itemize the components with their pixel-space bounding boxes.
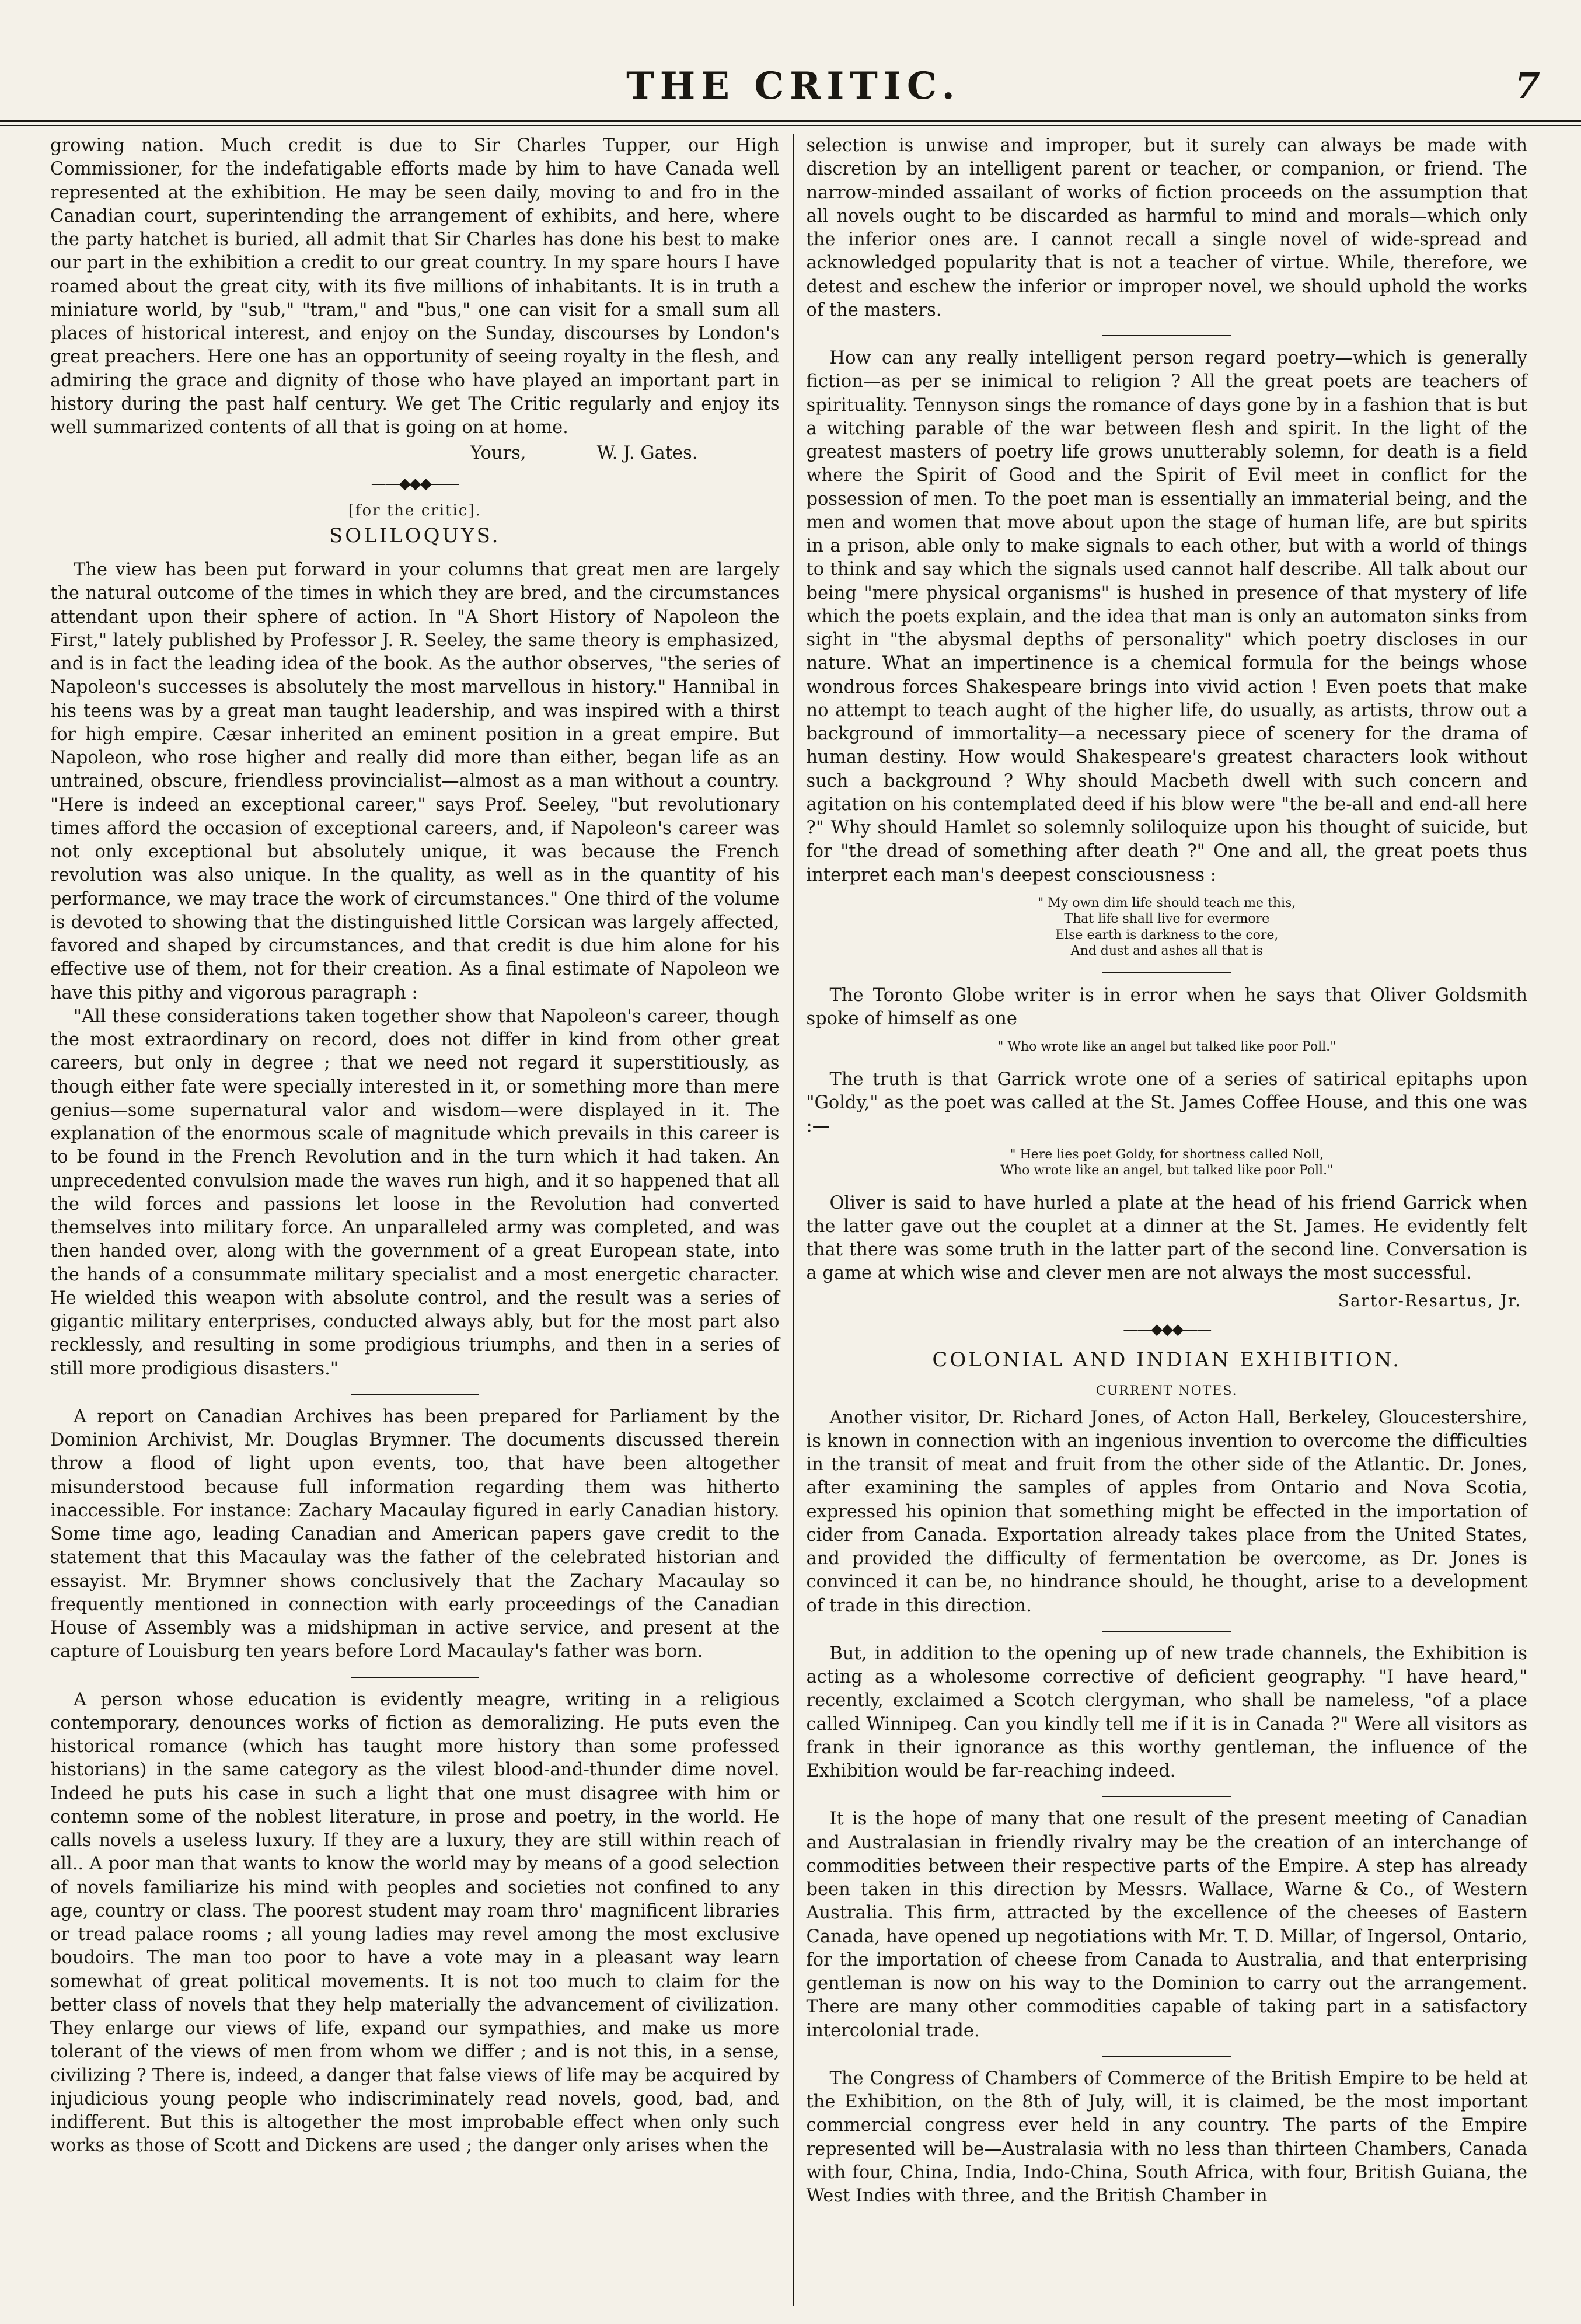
goldsmith-paragraph: Oliver is said to have hurled a plate at the head of his friend Garrick when the latter gave out the couplet at a dinner at the St. James. He evidently felt that there was some truth in the latter part of the second line. Conversation is a game at which wise and clever men are not always the most successful. <box>806 1192 1527 1284</box>
verse-line: And dust and ashes all that is <box>1070 944 1263 959</box>
exhibition-paragraph: It is the hope of many that one result of the present meeting of Canadian and Australasian in friendly rivalry may be the creation of an interchange of commodities between their respective parts of the Empire. A step has already been taken in this direction by Messrs. Wallace, Warne & Co., of Western Australia. This firm, attracted by the excellence of the cheeses of Eastern Canada, have opened up negotiations with Mr. T. D. Millar, of Ingersol, Ontario, for the importation of cheese from Canada to Australia, and that enterprising gentleman is now on his way to the Dominion to carry out the arrangement. There are many other commodities capable of taking part in a satisfactory intercolonial trade. <box>806 1809 1527 2041</box>
header-rule <box>0 120 1581 126</box>
letter-signature-block <box>50 442 780 465</box>
exhibition-paragraph: But, in addition to the opening up of new trade channels, the Exhibition is acting as a wholesome corrective of deficient geography. "I have heard," recently, exclaimed a Scotch clergyman, who shall be nameless, "of a place called Winnipeg. Can you kindly tell me if it is in Canada ?" Were all visitors as frank in their ignorance as this worthy gentleman, the influence of the Exhibition would be far-reaching indeed. <box>806 1643 1527 1782</box>
goldsmith-paragraph: The Toronto Globe writer is in error when he says that Oliver Goldsmith spoke of himself as one <box>806 985 1527 1029</box>
soliloquys-kicker: [for the critic]. <box>348 501 481 519</box>
masthead <box>47 0 1540 111</box>
verse-quote <box>807 895 1528 959</box>
section-divider <box>351 1677 479 1678</box>
soliloquys-quote: "All these considerations taken together show that Napoleon's career, though the most extraordinary on record, does not differ in kind from other great careers, but only in degree ; that we need not regard it superstitiously, as though either fate were specially interested in it, or something more than mere genius—some supernatural valor and wisdom—were displayed in it. The explanation of the enormous scale of magnitude which prevails in this career is to be found in the French Revolution and in the turn which it had taken. An unprecedented convulsion made the waves run high, and it so happened that all the wild forces and passions let loose in the Revolution had converted themselves into military force. An unparalleled army was completed, and was then handed over, along with the government of a great European state, into the hands of a consummate military specialist and a most energetic character. He wielded this weapon with absolute control, and the result was a series of gigantic military enterprises, conducted always ably, but for the most part also recklessly, and resulting in some prodigious triumphs, and then in a series of still more prodigious disasters." <box>50 1006 780 1379</box>
section-divider <box>1102 1631 1231 1632</box>
goldsmith-signature: Sartor-Resartus, Jr. <box>1338 1290 1521 1310</box>
section-ornament: ——◆◆◆—— <box>371 474 459 493</box>
letter-closing: Yours, <box>470 443 526 464</box>
exhibition-title: COLONIAL AND INDIAN EXHIBITION. <box>932 1348 1402 1372</box>
section-divider <box>1102 1796 1231 1797</box>
right-column <box>794 134 1541 2306</box>
epitaph-quote <box>807 1147 1528 1179</box>
soliloquys-paragraph: The view has been put forward in your columns that great men are largely the natural outcome of the times in which they are bred, and the circumstances attendant upon their sphere of action. In "A Short History of Napoleon the First," lately published by Professor J. R. Seeley, the same theory is emphasized, and is in fact the leading idea of the book. As the author observes, "the series of Napoleon's successes is absolutely the most marvellous in history." Hannibal in his teens was by a great man taught leadership, and was inspired with a thirst for high empire. Cæsar inherited an eminent position in a great empire. But Napoleon, who rose higher and really did more than either, began life as an untrained, obscure, friendless provincialist—almost as a man without a country. "Here is indeed an exceptional career," says Prof. Seeley, "but revolutionary times afford the occasion of exceptional careers, and, if Napoleon's career was not only exceptional but absolutely unique, it was because the French revolution was also unique. In the quality, as well as in the quantity of his performance, we may trace the work of circumstances." One third of the volume is devoted to showing that the distinguished little Corsican was largely affected, favored and shaped by circumstances, and that credit is due him alone for his effective use of them, not for their creation. As a final estimate of Napoleon we have this pithy and vigorous paragraph : <box>50 560 780 1003</box>
section-divider <box>1102 2056 1231 2057</box>
left-column <box>47 134 794 2306</box>
page-number: 7 <box>1514 64 1540 107</box>
epitaph-line: Who wrote like an angel, but talked like poor Poll." <box>1000 1163 1334 1178</box>
goldsmith-paragraph: The truth is that Garrick wrote one of a series of satirical epitaphs upon "Goldy," as the poet was called at the St. James Coffee House, and this one was :— <box>806 1069 1527 1137</box>
fiction-paragraph: A person whose education is evidently meagre, writing in a religious contemporary, denounces works of fiction as demoralizing. He puts even the historical romance (which has taught more history than some professed historians) in the same category as the vilest blood-and-thunder dime novel. Indeed he puts his case in such a light that one must disagree with him or contemn some of the noblest literature, in prose and poetry, in the world. He calls novels a useless luxury. If they are a luxury, they are still within reach of all.. A poor man that wants to know the world may by means of a good selection of novels familiarize his mind with peoples and societies not confined to any age, country or class. The poorest student may roam thro' magnificent libraries or tread palace rooms ; all young ladies may revel among the most exclusive boudoirs. The man too poor to have a vote may in a pleasant way learn somewhat of great political movements. It is not too much to claim for the better class of novels that they help materially the advancement of civilization. They enlarge our views of life, expand our sympathies, and make us more tolerant of the views of men from whom we differ ; and is not this, in a sense, civilizing ? There is, indeed, a danger that false views of life may be acquired by injudicious young people who indiscriminately read novels, good, bad, and indifferent. But this is altogether the most improbable effect when only such works as those of Scott and Dickens are used ; the danger only arises when the <box>50 1689 780 2156</box>
section-divider <box>1102 972 1231 973</box>
exhibition-subtitle: CURRENT NOTES. <box>1095 1383 1238 1398</box>
letter-signature: W. J. Gates. <box>596 443 698 464</box>
section-divider <box>1102 335 1231 336</box>
exhibition-paragraph: The Congress of Chambers of Commerce of the British Empire to be held at the Exhibition, on the 8th of July, will, it is claimed, be the most important commercial congress ever held in any country. The parts of the Empire represented will be—Australasia with no less than thirteen Chambers, Canada with four, China, India, Indo-China, South Africa, with four, British Guiana, the West Indies with three, and the British Chamber in <box>806 2068 1527 2207</box>
exhibition-paragraph: Another visitor, Dr. Richard Jones, of Acton Hall, Berkeley, Gloucestershire, is known in connection with an ingenious invention to overcome the difficulties in the transit of meat and fruit from the other side of the Atlantic. Dr. Jones, after examining the samples of apples from Ontario and Nova Scotia, expressed his opinion that something might be effected in the importation of cider from Canada. Exportation already takes place from the United States, and provided the difficulty of fermentation be overcome, as Dr. Jones is convinced it can be, no hindrance should, he thought, arise to a development of trade in this direction. <box>806 1407 1527 1616</box>
verse-line: Else earth is darkness to the core, <box>1055 927 1279 943</box>
fiction-continued: selection is unwise and improper, but it surely can always be made with discretion by an intelligent parent or teacher, or companion, or friend. The narrow-minded assailant of works of fiction proceeds on the assumption that all novels ought to be discarded as harmful to mind and morals—which only the inferior ones are. I cannot recall a single novel of wide-spread and acknowledged popularity that is not a teacher of virtue. While, therefore, we detest and eschew the inferior or improper novel, we should uphold the works of the masters. <box>806 135 1527 320</box>
verse-line: " My own dim life should teach me this, <box>1038 895 1296 910</box>
letter-paragraph: growing nation. Much credit is due to Sir Charles Tupper, our High Commissioner, for the indefatigable efforts made by him to have Canada well represented at the exhibition. He may be seen daily, moving to and fro in the Canadian court, superintending the arrangement of exhibits, and here, where the party hatchet is buried, all admit that Sir Charles has done his best to make our part in the exhibition a credit to our great country. In my spare hours I have roamed about the great city, with its five millions of inhabitants. It is in truth a miniature world, by "sub," "tram," and "bus," one can visit for a small sum all places of historical interest, and enjoy on the Sunday, discourses by London's great preachers. Here one has an opportunity of seeing royalty in the flesh, and admiring the grace and dignity of those who have played an important part in history during the past half century. We get The Critic regularly and enjoy its well summarized contents of all that is going on at home. <box>50 135 780 438</box>
verse-line: That life shall live for evermore <box>1064 912 1270 927</box>
newspaper-title: THE CRITIC. <box>626 64 961 108</box>
quote-line: " Who wrote like an angel but talked like poor Poll." <box>997 1039 1336 1055</box>
archives-paragraph: A report on Canadian Archives has been prepared for Parliament by the Dominion Archivist, Mr. Douglas Brymner. The documents discussed therein throw a flood of light upon events, too, that have been altogether misunderstood because full information regarding them was hitherto inaccessible. For instance: Zachary Macaulay figured in early Canadian history. Some time ago, leading Canadian and American papers gave credit to the statement that this Macaulay was the father of the celebrated historian and essayist. Mr. Brymner shows conclusively that the Zachary Macaulay so frequently mentioned in connection with early proceedings of the Canadian House of Assembly was a midshipman in active service, and present at the capture of Louisburg ten years before Lord Macaulay's father was born. <box>50 1406 780 1662</box>
poetry-paragraph: How can any really intelligent person regard poetry—which is generally fiction—as per se inimical to religion ? All the great poets are teachers of spirituality. Tennyson sings the romance of days gone by in a fashion that is but a witching parable of the war between flesh and spirit. In the light of the greatest masters of poetry life grows unutterably solemn, for death is a field where the Spirit of Good and the Spirit of Evil meet in conflict for the possession of men. To the poet man is essentially an immaterial being, and the men and women that move about upon the stage of human life, are but spirits in a prison, able only to make signals to each other, but with a world of things to think and say which the signals used cannot half describe. All talk about our being "mere physical organisms" is hushed in presence of that mystery of life which the poets explain, and the idea that man is only an automaton sinks from sight in "the abysmal depths of personality" which poetry discloses in our nature. What an impertinence is a chemical formula for the beings whose wondrous forces Shakespeare brings into vivid action ! Even poets that make no attempt to teach aught of the higher life, do usually, as artists, throw out a background of immortality—a necessary piece of scenery for the drama of human destiny. How would Shakespeare's greatest characters look without such a background ? Why should Macbeth dwell with such concern and agitation on his contemplated deed if his blow were "the be-all and end-all here ?" Why should Hamlet so solemnly soliloquize upon his thought of suicide, but for "the dread of something after death ?" One and all, the great poets thus interpret each man's deepest consciousness : <box>806 348 1527 885</box>
goldsmith-quote <box>807 1039 1528 1055</box>
columns <box>47 134 1540 2306</box>
section-divider <box>351 1394 479 1395</box>
epitaph-line: " Here lies poet Goldy, for shortness called Noll, <box>1010 1147 1324 1162</box>
soliloquys-title: SOLILOQUYS. <box>329 524 501 548</box>
section-ornament: ——◆◆◆—— <box>1123 1321 1211 1339</box>
